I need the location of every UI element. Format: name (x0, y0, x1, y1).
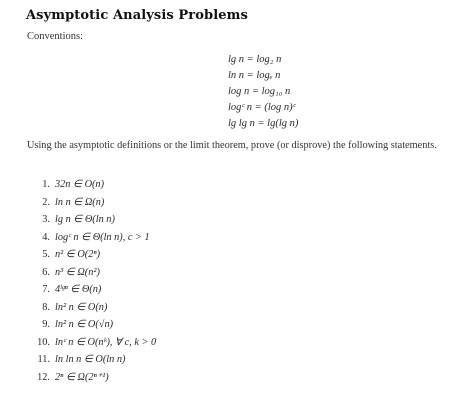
problem-statement: lg n ∈ Θ(ln n) (55, 214, 115, 225)
problem-item (34, 264, 156, 282)
conventions-block (228, 52, 298, 132)
problem-number: 9. (42, 319, 50, 330)
problem-statement: ln n ∈ Ω(n) (55, 196, 105, 208)
conventions-label: Conventions: (27, 31, 84, 42)
problem-statement: 32n ∈ O(n) (55, 179, 105, 190)
problem-statement: n² ∈ O(2ⁿ) (55, 249, 101, 260)
problem-number: 12. (37, 371, 50, 383)
page-title: Asymptotic Analysis Problems (26, 8, 248, 23)
problem-number: 5. (42, 249, 50, 260)
problem-item (34, 334, 156, 352)
problem-item (34, 211, 156, 229)
problem-item (34, 246, 156, 264)
convention-ln: ln n = logₑ n (228, 70, 281, 81)
problem-statement: ln² n ∈ O(√n) (55, 319, 114, 330)
problem-number: 8. (42, 301, 50, 313)
problem-item (34, 299, 156, 317)
problem-item (34, 229, 156, 247)
problem-item (34, 176, 156, 194)
problem-statement: lnᶜ n ∈ O(nᵏ), ∀ c, k > 0 (55, 336, 157, 348)
problem-number: 2. (42, 196, 50, 208)
problem-item (34, 194, 156, 212)
convention-lg: lg n = log₂ n (228, 54, 282, 65)
problem-number: 3. (42, 214, 50, 225)
problem-statement: 2ⁿ ∈ Ω(2ⁿ⁺¹) (55, 371, 109, 383)
problem-number: 11. (37, 354, 50, 365)
problem-number: 6. (42, 266, 50, 278)
problem-item (34, 281, 156, 299)
convention-log-power: logᶜ n = (log n)ᶜ (228, 102, 296, 113)
convention-log: log n = log₁₀ n (228, 86, 291, 97)
problem-statement: ln² n ∈ O(n) (55, 301, 108, 313)
problem-statement: logᶜ n ∈ Θ(ln n), c > 1 (55, 231, 150, 243)
problem-number: 1. (42, 179, 50, 190)
problem-item (34, 369, 156, 387)
problem-number: 4. (42, 231, 50, 243)
instructions-text: Using the asymptotic definitions or the limit theorem, prove (or disprove) the following statements. (27, 140, 437, 151)
convention-lglg: lg lg n = lg(lg n) (228, 118, 299, 129)
problem-statement: n³ ∈ Ω(n²) (55, 266, 100, 278)
problem-item (34, 316, 156, 334)
problem-statement: ln ln n ∈ O(ln n) (55, 354, 126, 365)
problem-number: 7. (42, 284, 50, 295)
problem-item (34, 351, 156, 369)
problem-list (34, 176, 156, 386)
problem-statement: 4ˡᵍⁿ ∈ Θ(n) (55, 284, 102, 295)
problem-number: 10. (37, 336, 50, 348)
